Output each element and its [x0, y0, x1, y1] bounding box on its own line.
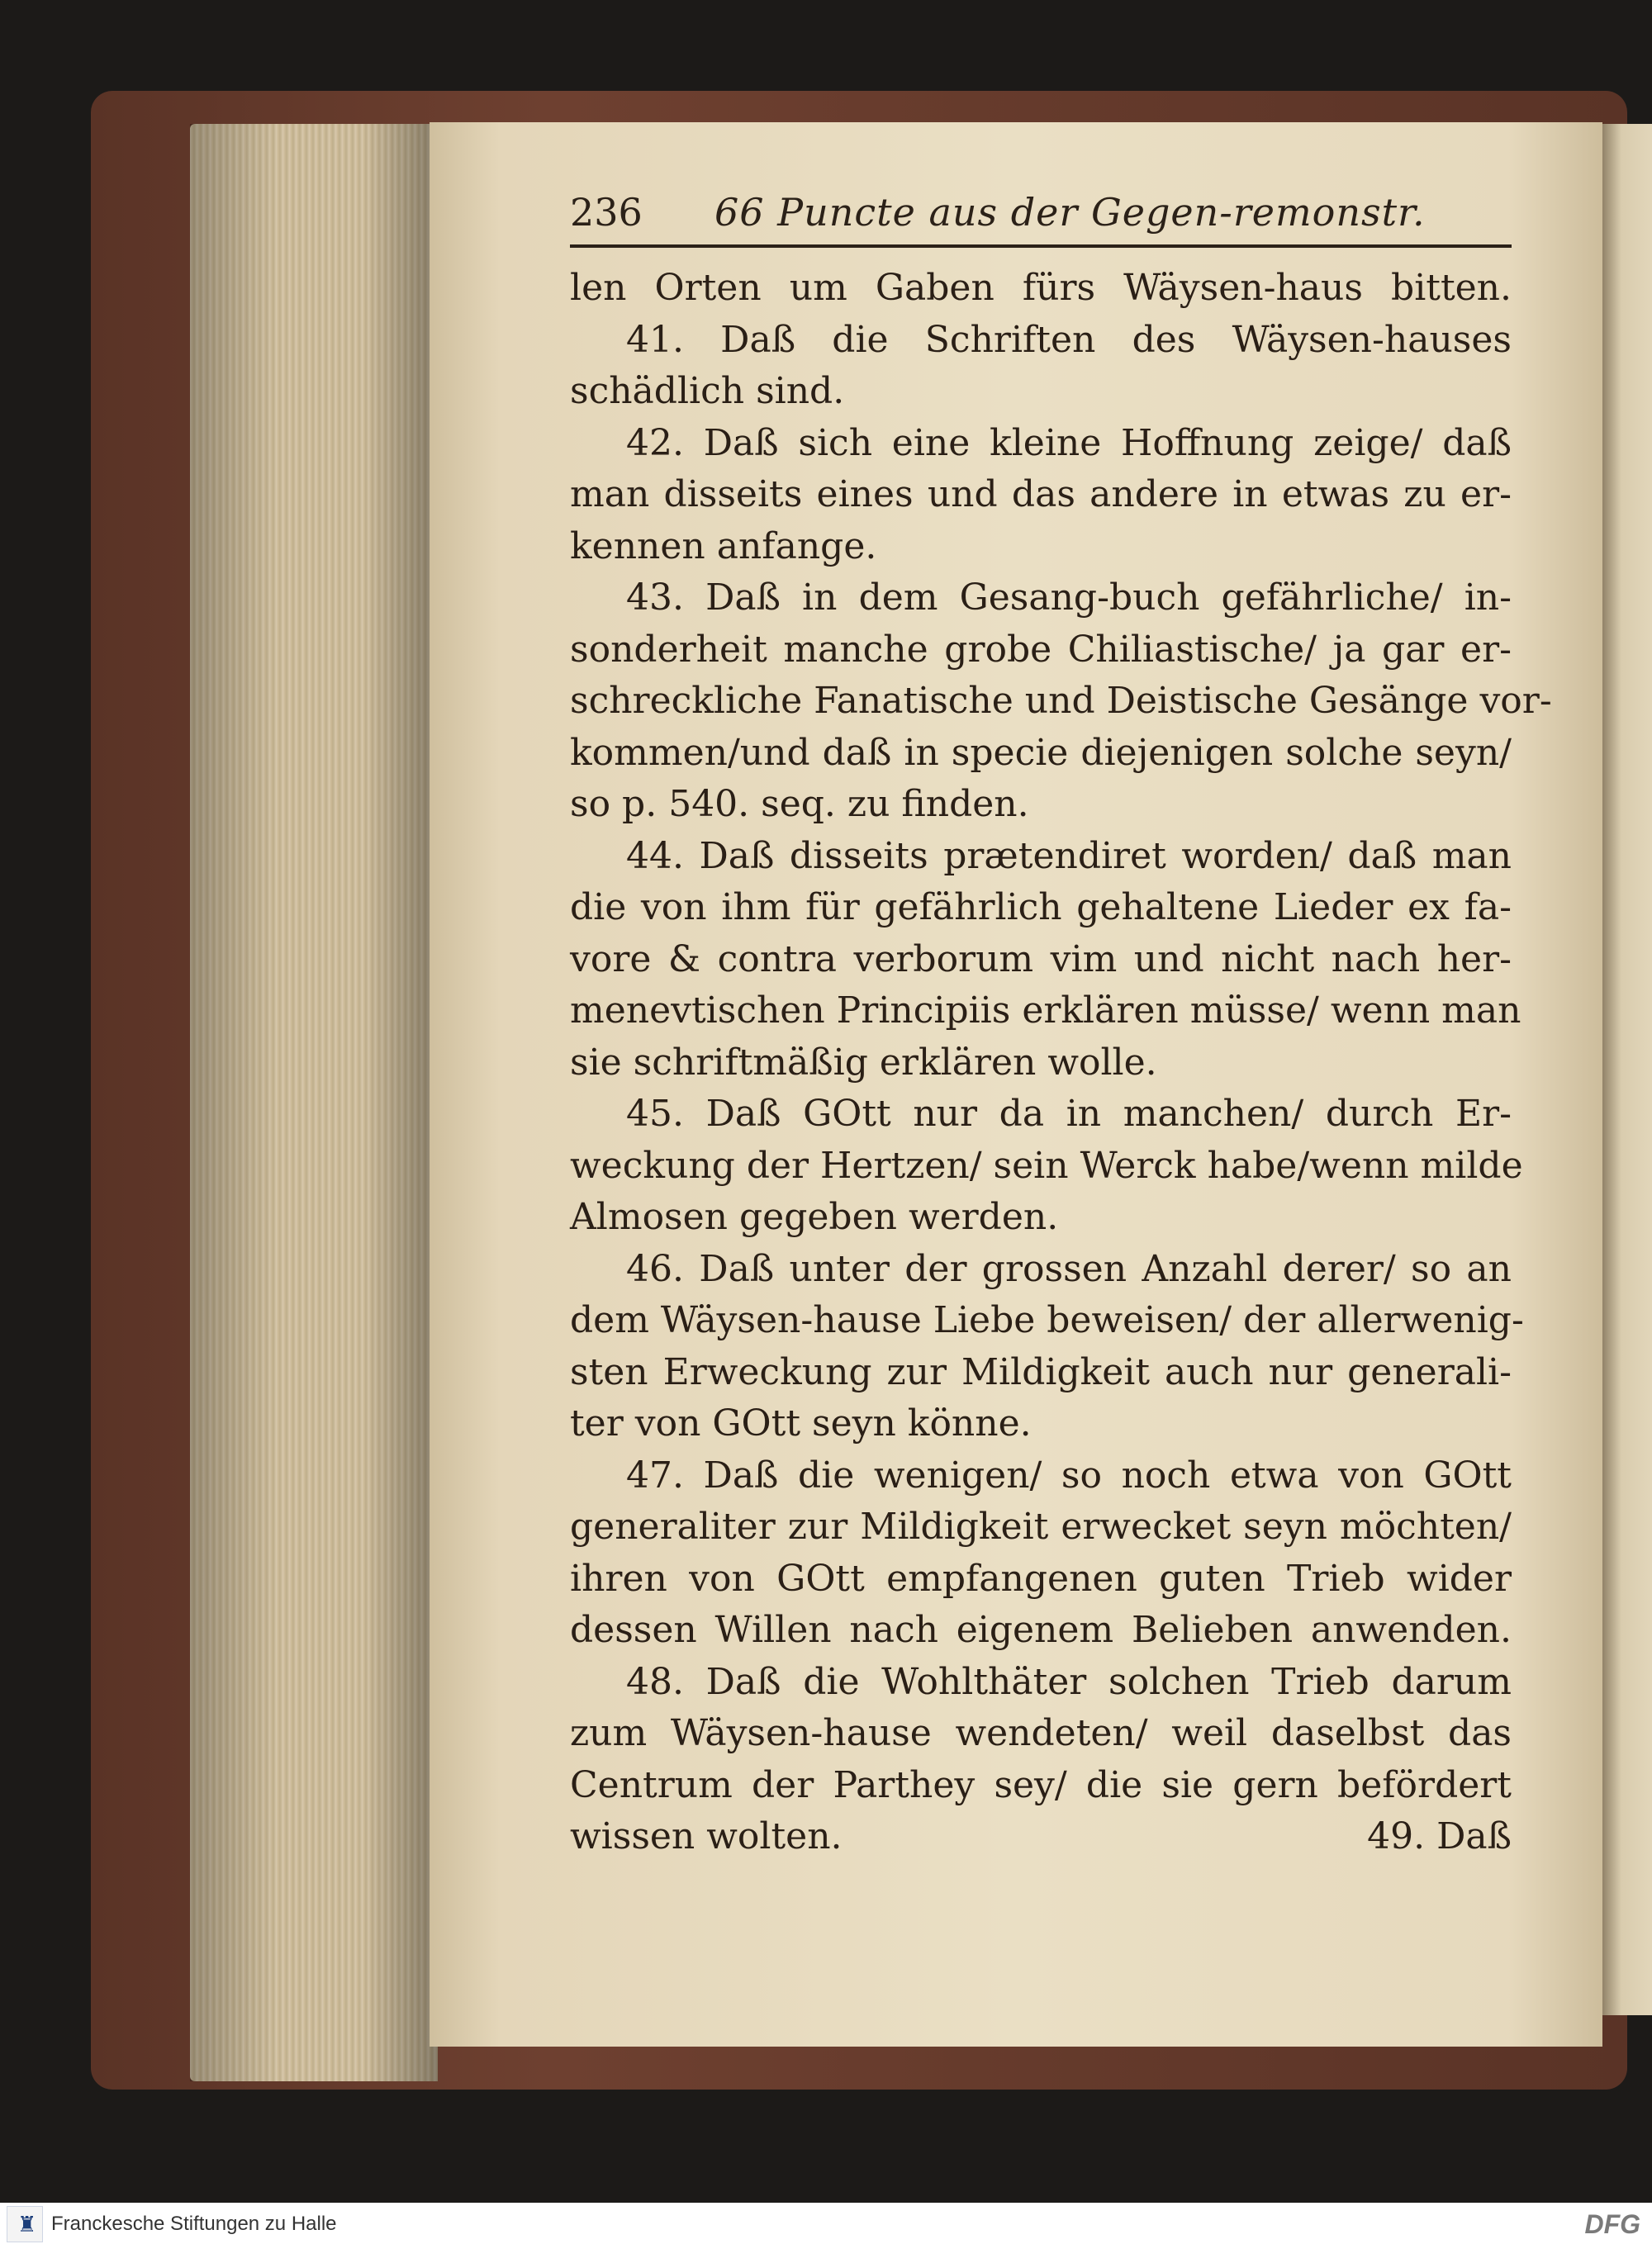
- text-line: weckung der Hertzen/ sein Werck habe/wenn milde: [570, 1144, 1523, 1187]
- text-line: 41. Daß die Schriften des Wäysen-hauses: [626, 318, 1512, 361]
- text-line: die von ihm für gefährlich gehaltene Lieder ex fa-: [570, 886, 1512, 928]
- text-line: man disseits eines und das andere in etwas zu er-: [570, 473, 1512, 515]
- text-line: 45. Daß GOtt nur da in manchen/ durch Er-: [626, 1093, 1512, 1135]
- institution-name[interactable]: Franckesche Stiftungen zu Halle: [51, 2213, 337, 2235]
- page-number: 236: [570, 190, 643, 235]
- logo-glyph: ♜: [17, 2213, 37, 2237]
- text-line: 42. Daß sich eine kleine Hoffnung zeige/ daß: [626, 421, 1512, 464]
- text-line: vore & contra verborum vim und nicht nach her-: [570, 937, 1512, 980]
- text-line: zum Wäysen-hause wendeten/ weil daselbst das: [570, 1712, 1512, 1754]
- footer-bar: [0, 2203, 1652, 2244]
- text-line: 44. Daß disseits prætendiret worden/ daß man: [626, 834, 1512, 877]
- text-line: generaliter zur Mildigkeit erwecket seyn möchten/: [570, 1506, 1512, 1548]
- text-line: 47. Daß die wenigen/ so noch etwa von GOtt: [626, 1454, 1512, 1497]
- text-line: dem Wäysen-hause Liebe beweisen/ der allerwenig-: [570, 1299, 1524, 1341]
- text-line: sonderheit manche grobe Chiliastische/ ja gar er-: [570, 628, 1512, 671]
- text-line: len Orten um Gaben fürs Wäysen-haus bitten.: [570, 267, 1512, 309]
- text-line: 43. Daß in dem Gesang-buch gefährliche/ in-: [626, 576, 1512, 619]
- text-line: Centrum der Parthey sey/ die sie gern befördert: [570, 1763, 1512, 1806]
- dfg-logo[interactable]: DFG: [1584, 2209, 1640, 2239]
- text-line: dessen Willen nach eigenem Belieben anwenden.: [570, 1609, 1512, 1651]
- running-title: 66 Puncte aus der Gegen-remonstr.: [714, 190, 1426, 235]
- facing-page-edge: [1601, 124, 1652, 2015]
- text-line-end: wissen wolten.: [570, 1815, 843, 1857]
- catchword: 49. Daß: [1367, 1815, 1512, 1857]
- text-line: schreckliche Fanatische und Deistische Gesänge vor-: [570, 680, 1552, 722]
- header-rule: [570, 244, 1512, 248]
- institution-logo-icon[interactable]: [7, 2206, 43, 2242]
- text-line: schädlich sind.: [570, 370, 845, 412]
- text-line: ihren von GOtt empfangenen guten Trieb wider: [570, 1557, 1512, 1600]
- text-line: kennen anfange.: [570, 524, 877, 567]
- text-line: kommen/und daß in specie diejenigen solche seyn/: [570, 731, 1512, 774]
- page-edges-shadow: [190, 124, 438, 2081]
- text-block: [570, 263, 1552, 1863]
- text-line: sie schriftmäßig erklären wolle.: [570, 1041, 1157, 1084]
- text-line: sten Erweckung zur Mildigkeit auch nur generali-: [570, 1350, 1512, 1393]
- text-line: ter von GOtt seyn könne.: [570, 1402, 1032, 1445]
- text-line: so p. 540. seq. zu finden.: [570, 783, 1029, 825]
- running-head: [570, 183, 1470, 241]
- text-line: 46. Daß unter der grossen Anzahl derer/ so an: [626, 1247, 1512, 1290]
- text-line: Almosen gegeben werden.: [570, 1196, 1059, 1238]
- last-text-line: [570, 1811, 1512, 1863]
- text-line: 48. Daß die Wohlthäter solchen Trieb darum: [626, 1660, 1512, 1703]
- text-line: menevtischen Principiis erklären müsse/ wenn man: [570, 989, 1521, 1032]
